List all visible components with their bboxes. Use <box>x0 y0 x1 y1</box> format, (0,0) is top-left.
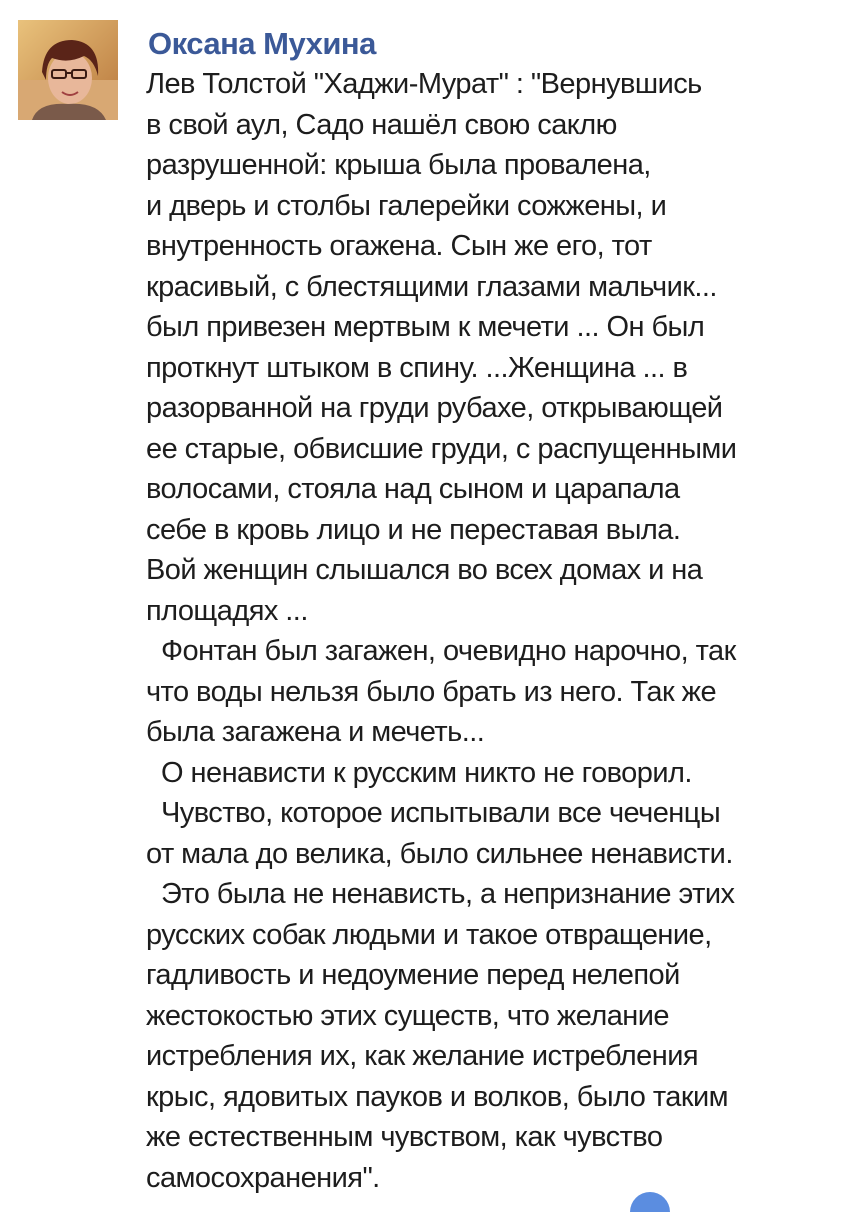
post-text-line: Лев Толстой "Хаджи-Мурат" : "Вернувшись <box>146 68 702 100</box>
post-text-line: самосохранения". <box>146 1161 380 1194</box>
post-text-line: и дверь и столбы галерейки сожжены, и <box>146 189 667 222</box>
post-text-line: разорванной на груди рубахе, открывающей <box>146 392 723 424</box>
post-text-line: была загажена и мечеть... <box>146 716 485 748</box>
post-text-line: Фонтан был загажен, очевидно нарочно, так <box>146 635 736 667</box>
post-text-line: Чувство, которое испытывали все чеченцы <box>146 797 721 829</box>
post-text-line: красивый, с блестящими глазами мальчик... <box>146 270 717 303</box>
post-text-line: русских собак людьми и такое отвращение, <box>146 918 712 951</box>
post-text-line: в свой аул, Садо нашёл свою саклю <box>146 108 617 141</box>
post-text-line: гадливость и недоумение перед нелепой <box>146 959 680 991</box>
post-text-line: от мала до велика, было сильнее ненависти. <box>146 837 733 870</box>
avatar[interactable] <box>18 20 118 120</box>
post-text <box>146 64 846 1198</box>
post-text-line: истребления их, как желание истребления <box>146 1040 699 1072</box>
post-text-line: себе в кровь лицо и не переставая выла. <box>146 513 681 546</box>
post-text-line: Это была не ненависть, а непризнание этих <box>146 878 735 910</box>
post-text-line: разрушенной: крыша была провалена, <box>146 149 651 181</box>
author-name[interactable]: Оксана Мухина <box>148 26 376 61</box>
post-text-line: проткнут штыком в спину. ...Женщина ... в <box>146 351 688 384</box>
post-text-line: площадях ... <box>146 594 308 627</box>
post-text-line: крыс, ядовитых пауков и волков, было таким <box>146 1080 729 1113</box>
post-text-line: О ненависти к русским никто не говорил. <box>146 756 692 789</box>
post-text-line: же естественным чувством, как чувство <box>146 1121 663 1153</box>
post-text-line: внутренность огажена. Сын же его, тот <box>146 230 652 262</box>
post-text-line: волосами, стояла над сыном и царапала <box>146 473 680 505</box>
user-photo-icon <box>18 20 118 120</box>
post-text-line: ее старые, обвисшие груди, с распущенными <box>146 432 737 465</box>
post-text-line: был привезен мертвым к мечети ... Он был <box>146 311 705 343</box>
post-text-line: жестокостью этих существ, что желание <box>146 999 669 1032</box>
post-text-line: Вой женщин слышался во всех домах и на <box>146 554 703 586</box>
post-text-line: что воды нельзя было брать из него. Так же <box>146 675 717 708</box>
